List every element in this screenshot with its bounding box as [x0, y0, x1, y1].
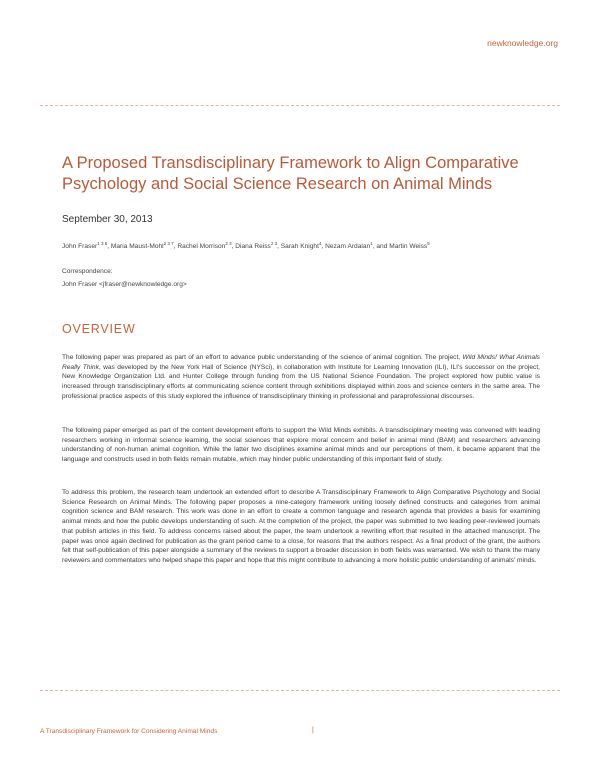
footer-page-separator: |	[312, 727, 314, 734]
author: John Fraser$^{1 3 6}$,	[62, 241, 111, 251]
correspondence-label: Correspondence:	[62, 268, 113, 275]
author: Maria Maust-Mohl$^{2 3 7}$,	[110, 241, 178, 251]
author: Rachel Morrison$^{2 3}$,	[177, 241, 236, 251]
publication-date: September 30, 2013	[62, 214, 153, 225]
overview-paragraph-2: The following paper emerged as part of the content development efforts to support the Wild Minds exhibits. A transdisciplinary meeting was convened with leading researchers working in informal science learning, the social sciences that explore moral concern and belief in animal mind (BAM) and researchers advancing understanding of non-human animal cognition. While the latter two disciplines examine animal minds and our perceptions of them, it became apparent that the language and constructs used in both fields remain mutable, which may hinder public understanding of this important field of study.	[62, 427, 540, 464]
overview-heading: OVERVIEW	[62, 322, 136, 336]
correspondence-contact[interactable]: John Fraser <jfraser@newknowledge.org>	[62, 281, 187, 288]
author: Sarah Knight$^4$,	[280, 241, 326, 251]
site-url[interactable]: newknowledge.org	[487, 38, 558, 48]
overview-paragraph-3: To address this problem, the research team undertook an extended effort to describe A Transdisciplinary Framework to Align Comparative Psychology and Social Science Research on Animal Minds. The following paper proposes a nine-category framework uniting loosely defined constructs and categories from animal cognition science and BAM research. This work was done in an effort to create a common language and research agenda that provides a basis for examining animal minds and how the public develops understanding of such. At the completion of the project, the paper was submitted to two leading peer-reviewed journals that publish articles in this field. To address concerns raised about the paper, the team undertook a rewriting effort that resulted in the attached manuscript. The paper was once again declined for publication as the grant period came to a close, for reasons that the authors respect. As a final product of the grant, the authors felt that self-publication of this paper alongside a summary of the reviews to support a broader discussion in both fields was warranted. We wish to thank the many reviewers and commentators who helped shape this paper and hope that this might contribute to advancing a more holistic public understanding of animals' minds.	[62, 489, 540, 564]
bottom-divider	[40, 690, 560, 691]
author: Diana Reiss$^{2 3}$,	[235, 241, 281, 251]
overview-paragraph-1: The following paper was prepared as part of an effort to advance public understanding of the science of animal cognition. The project, Wild Minds! What Animals Really Think, was developed by the New York Hall of Science (NYSci), in collaboration with Institute for Learning Innovation (ILI), ILI's successor on the project, New Knowledge Organization Ltd. and Hunter College through funding from the US National Science Foundation. The project explored how public value is increased through transdisciplinary efforts at communicating science content through exhibitions displayed within zoos and science centers in the same area. The professional practice aspects of this study explored the influence of transdisciplinary thinking in professional and paraprofessional discourses.	[62, 354, 540, 400]
author: Martin Weiss$^5$	[389, 241, 430, 251]
footer-running-title: A Transdisciplinary Framework for Considering Animal Minds	[40, 728, 218, 735]
author: Nezam Ardalan$^1$, and	[325, 241, 390, 251]
top-divider	[40, 105, 560, 106]
author-list	[62, 241, 562, 250]
paper-title: A Proposed Transdisciplinary Framework to Align Comparative Psychology and Social Science Research on Animal Minds	[62, 154, 519, 193]
project-title: Wild Minds! What Animals Really Think	[62, 354, 540, 371]
